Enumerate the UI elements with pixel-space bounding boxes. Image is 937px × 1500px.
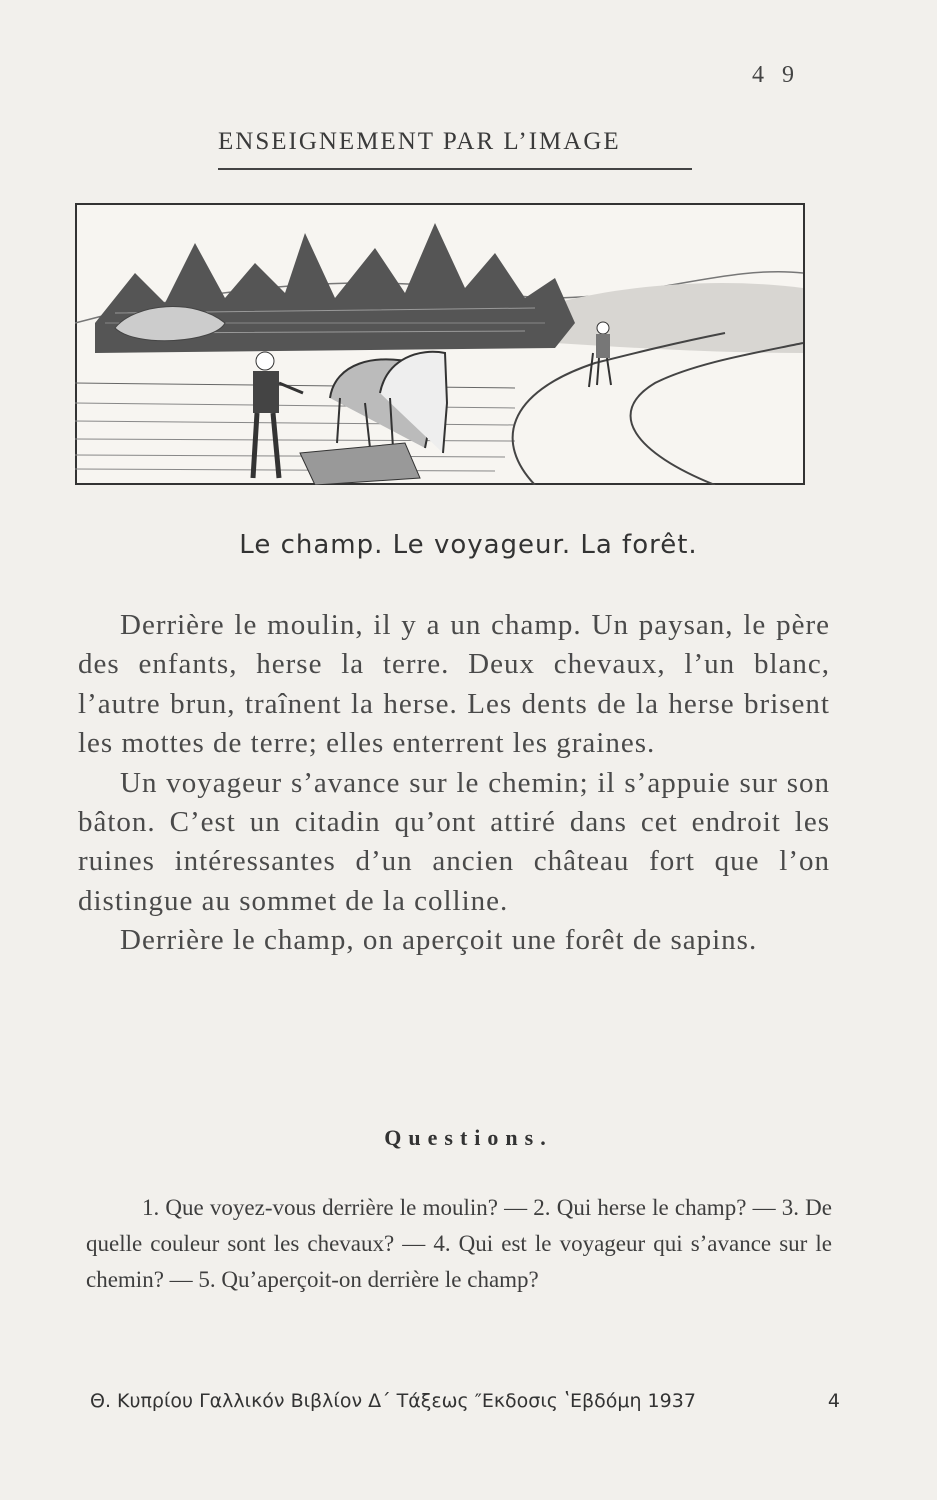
paragraph-field: Derrière le moulin, il y a un champ. Un paysan, le père des enfants, herse la terre. Deux chevaux, l’un blanc, l’autre brun, traînent la herse. Les dents de la herse brisent les mottes de terre; elles enterrent les graines.	[78, 609, 830, 760]
questions-paragraph: 1. Que voyez-vous derrière le moulin? — 2. Qui herse le champ? — 3. De quelle couleur sont les chevaux? — 4. Qui est le voyageur qui s’avance sur le chemin? — 5. Qu’aperçoit-on derrière le champ?	[86, 1195, 832, 1292]
footer-imprint: Θ. Κυπρίου Γαλλικόν Βιβλίον Δ΄ Τάξεως ″Εκδοσις ʽΕβδόμη 1937	[90, 1390, 696, 1412]
questions-list	[86, 1190, 832, 1298]
page-header: ENSEIGNEMENT PAR L’IMAGE	[218, 128, 621, 155]
paragraph-forest: Derrière le champ, on aperçoit une forêt de sapins.	[120, 924, 758, 957]
field-illustration	[75, 203, 805, 485]
page-footer	[90, 1390, 840, 1412]
paragraph-traveler: Un voyageur s’avance sur le chemin; il s’appuie sur son bâton. C’est un citadin qu’ont attiré dans cet endroit les ruines intéressantes d’un ancien château fort que l’on distingue au sommet de la colline.	[78, 766, 830, 917]
header-rule	[218, 168, 692, 170]
illustration-caption: Le champ. Le voyageur. La forêt.	[239, 530, 698, 560]
footer-signature-number: 4	[827, 1390, 840, 1412]
questions-heading: Questions.	[384, 1125, 553, 1150]
page-number: 4 9	[752, 62, 800, 88]
reading-text	[78, 606, 830, 961]
